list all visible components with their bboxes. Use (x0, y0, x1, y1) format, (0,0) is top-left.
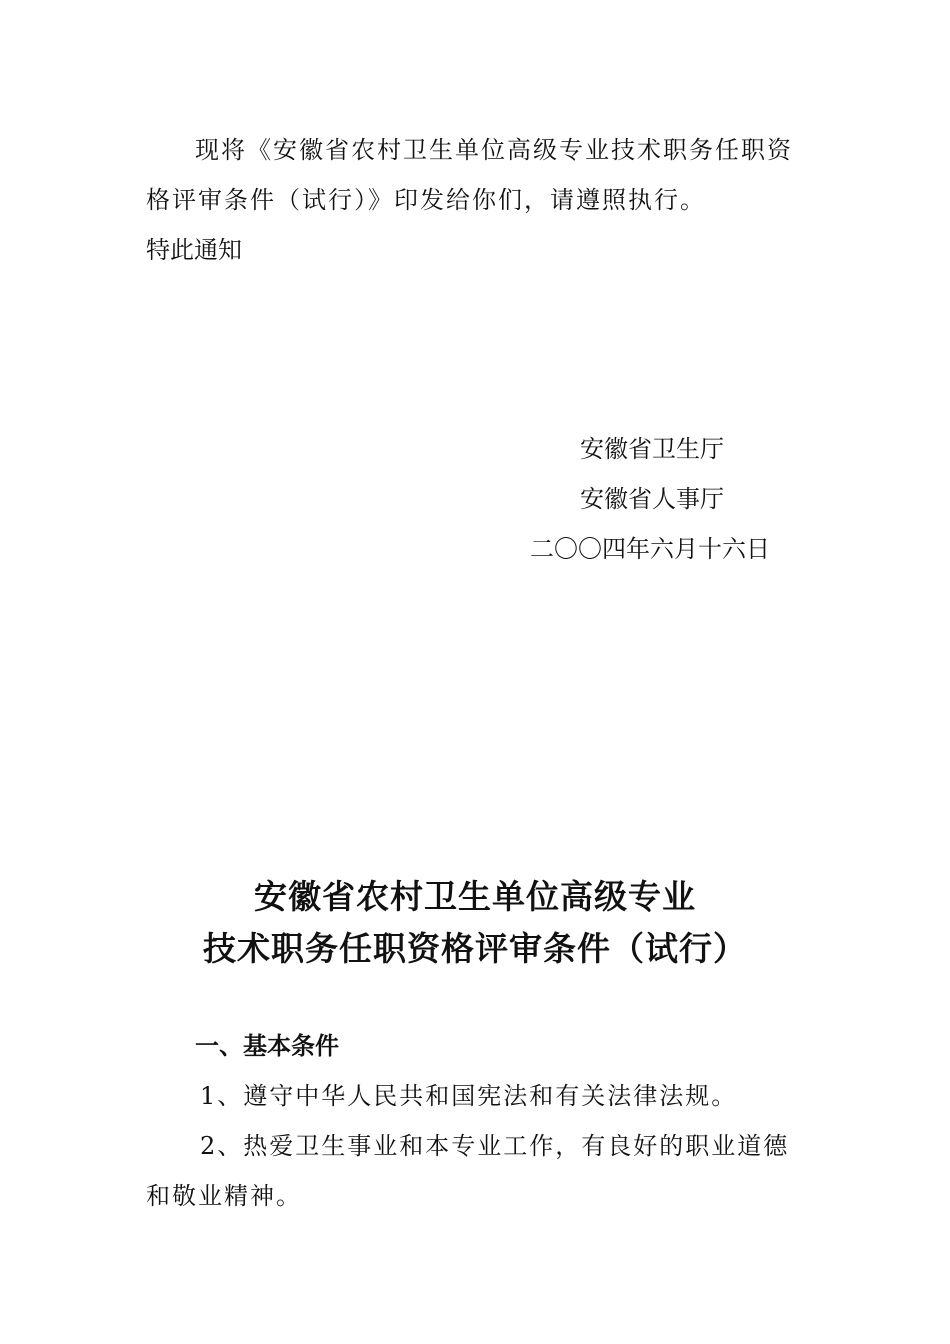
signature-issuer-health-dept: 安徽省卫生厅 (580, 435, 724, 463)
signature-issuer-personnel-dept: 安徽省人事厅 (580, 485, 724, 513)
condition-item-1: 1、遵守中华人民共和国宪法和有关法律法规。 (200, 1082, 738, 1110)
notice-closing: 特此通知 (146, 236, 242, 264)
signature-date: 二〇〇四年六月十六日 (530, 535, 770, 563)
notice-intro-line-2: 格评审条件（试行）》印发给你们，请遵照执行。 (146, 186, 706, 214)
condition-item-2-line-2: 和敬业精神。 (146, 1182, 302, 1210)
condition-item-2-line-1: 2、热爱卫生事业和本专业工作，有良好的职业道德 (200, 1132, 790, 1160)
section-heading-basic-conditions: 一、基本条件 (195, 1032, 339, 1060)
notice-intro-line-1: 现将《安徽省农村卫生单位高级专业技术职务任职资 (195, 136, 793, 164)
document-title-line-2: 技术职务任职资格评审条件（试行） (203, 929, 747, 968)
document-title-line-1: 安徽省农村卫生单位高级专业 (254, 877, 696, 916)
